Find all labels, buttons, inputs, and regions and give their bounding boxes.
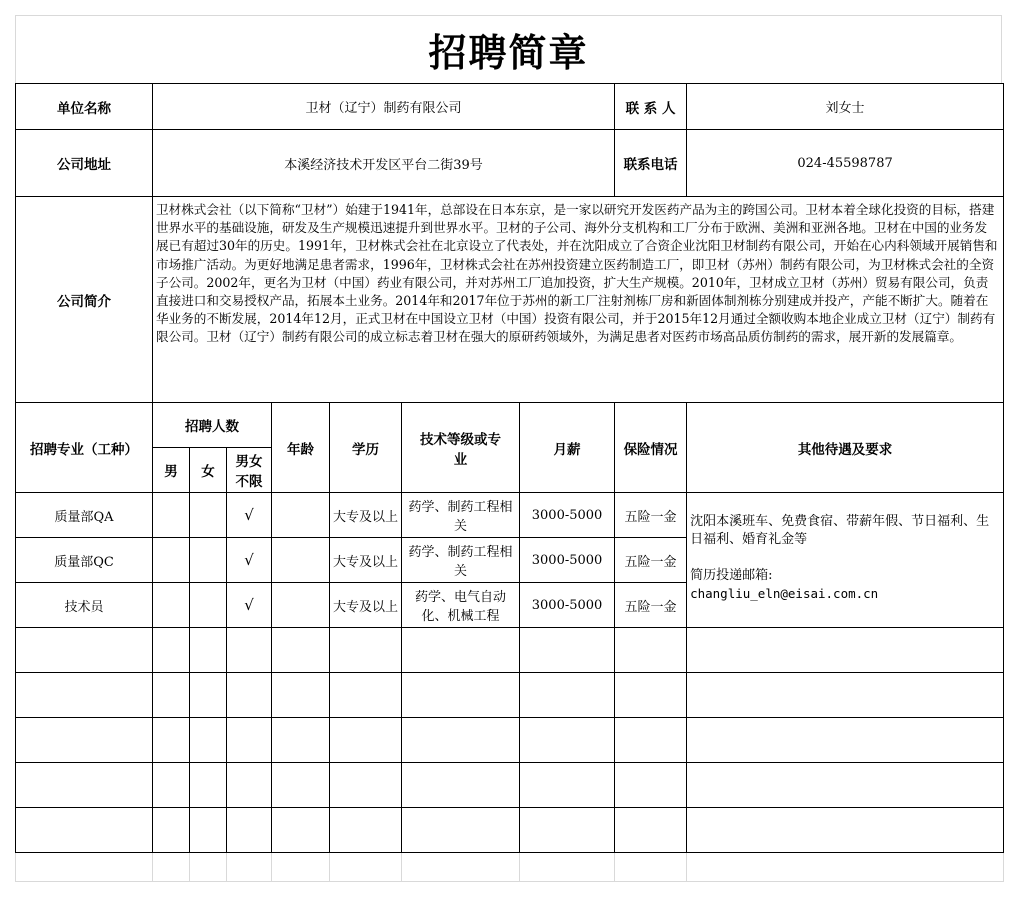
header-male: 男 — [153, 448, 190, 493]
empty-row — [16, 853, 1004, 882]
address-label: 公司地址 — [16, 130, 153, 197]
company-name-label: 单位名称 — [16, 84, 153, 130]
job-skill: 药学、制药工程相关 — [402, 493, 520, 538]
job-education: 大专及以上 — [330, 538, 402, 583]
header-insurance: 保险情况 — [615, 403, 687, 493]
job-age — [272, 538, 330, 583]
job-salary: 3000-5000 — [520, 493, 615, 538]
job-salary: 3000-5000 — [520, 583, 615, 628]
job-age — [272, 583, 330, 628]
empty-row — [16, 718, 1004, 763]
header-count: 招聘人数 — [153, 403, 272, 448]
company-address-row — [16, 130, 1004, 197]
recruitment-table — [15, 83, 1004, 882]
header-education: 学历 — [330, 403, 402, 493]
company-intro-text: 卫材株式会社（以下简称“卫材”）始建于1941年，总部设在日本东京，是一家以研究开发医药产品为主的跨国公司。卫材本着全球化投资的目标，搭建世界水平的基础设施，研发及生产规模迅速提升到世界水平。卫材的子公司、海外分支机构和工厂分布于欧洲、美洲和亚洲各地。卫材在中国的业务发展已有超过30年的历史。1991年，卫材株式会社在北京设立了代表处，并在沈阳成立了合资企业沈阳卫材制药有限公司，开始在心内科领域开展销售和市场推广活动。为更好地满足患者需求，1996年，卫材株式会社在苏州投资建立医药制造工厂，即卫材（苏州）制药有限公司，为卫材株式会社的全资子公司。2002年，更名为卫材（中国）药业有限公司，并对苏州工厂追加投资，扩大生产规模。2010年，卫材成立卫材（苏州）贸易有限公司，负责直接进口和交易授权产品，拓展本土业务。2014年和2017年位于苏州的新工厂注射剂栋厂房和新固体制剂栋分别建成并投产，产能不断扩大。随着在华业务的不断发展，2014年12月，正式卫材在中国设立卫材（中国）投资有限公司，并于2015年12月通过全额收购本地企业成立卫材（辽宁）制药有限公司。卫材（辽宁）制药有限公司的成立标志着卫材在强大的原研药领域外，为满足患者对医药市场高品质仿制药的需求，展开新的发展篇章。 — [153, 197, 1004, 403]
empty-row — [16, 628, 1004, 673]
job-salary: 3000-5000 — [520, 538, 615, 583]
company-intro-row — [16, 197, 1004, 403]
job-male — [153, 538, 190, 583]
header-other: 其他待遇及要求 — [687, 403, 1004, 493]
job-specialty: 质量部QA — [16, 493, 153, 538]
job-female — [190, 583, 227, 628]
email-label: 简历投递邮箱: — [690, 568, 773, 583]
job-either: √ — [227, 538, 272, 583]
job-specialty: 技术员 — [16, 583, 153, 628]
header-specialty: 招聘专业（工种） — [16, 403, 153, 493]
job-skill: 药学、制药工程相关 — [402, 538, 520, 583]
job-female — [190, 493, 227, 538]
empty-row — [16, 673, 1004, 718]
company-name-value: 卫材（辽宁）制药有限公司 — [153, 84, 615, 130]
empty-row — [16, 808, 1004, 853]
header-either: 男女不限 — [227, 448, 272, 493]
intro-label: 公司简介 — [16, 197, 153, 403]
other-benefits-cell — [687, 493, 1004, 628]
job-insurance: 五险一金 — [615, 583, 687, 628]
job-insurance: 五险一金 — [615, 538, 687, 583]
job-skill: 药学、电气自动化、机械工程 — [402, 583, 520, 628]
job-either: √ — [227, 493, 272, 538]
job-male — [153, 583, 190, 628]
recruitment-sheet — [15, 15, 1002, 882]
phone-label: 联系电话 — [615, 130, 687, 197]
job-female — [190, 538, 227, 583]
phone-value: 024-45598787 — [687, 130, 1004, 197]
job-age — [272, 493, 330, 538]
contact-label: 联 系 人 — [615, 84, 687, 130]
address-value: 本溪经济技术开发区平台二街39号 — [153, 130, 615, 197]
job-education: 大专及以上 — [330, 493, 402, 538]
empty-row — [16, 763, 1004, 808]
company-name-row — [16, 84, 1004, 130]
job-insurance: 五险一金 — [615, 493, 687, 538]
header-age: 年龄 — [272, 403, 330, 493]
job-header-row-1 — [16, 403, 1004, 448]
title-row — [15, 15, 1002, 83]
benefits-text: 沈阳本溪班车、免费食宿、带薪年假、节日福利、生日福利、婚育礼金等 — [690, 514, 990, 547]
job-either: √ — [227, 583, 272, 628]
table-row — [16, 493, 1004, 538]
job-specialty: 质量部QC — [16, 538, 153, 583]
header-female: 女 — [190, 448, 227, 493]
job-male — [153, 493, 190, 538]
header-salary: 月薪 — [520, 403, 615, 493]
job-education: 大专及以上 — [330, 583, 402, 628]
page-title: 招聘简章 — [428, 30, 589, 75]
contact-value: 刘女士 — [687, 84, 1004, 130]
email-address: changliu_eln@eisai.com.cn — [690, 586, 879, 601]
header-skill: 技术等级或专业 — [402, 403, 520, 493]
